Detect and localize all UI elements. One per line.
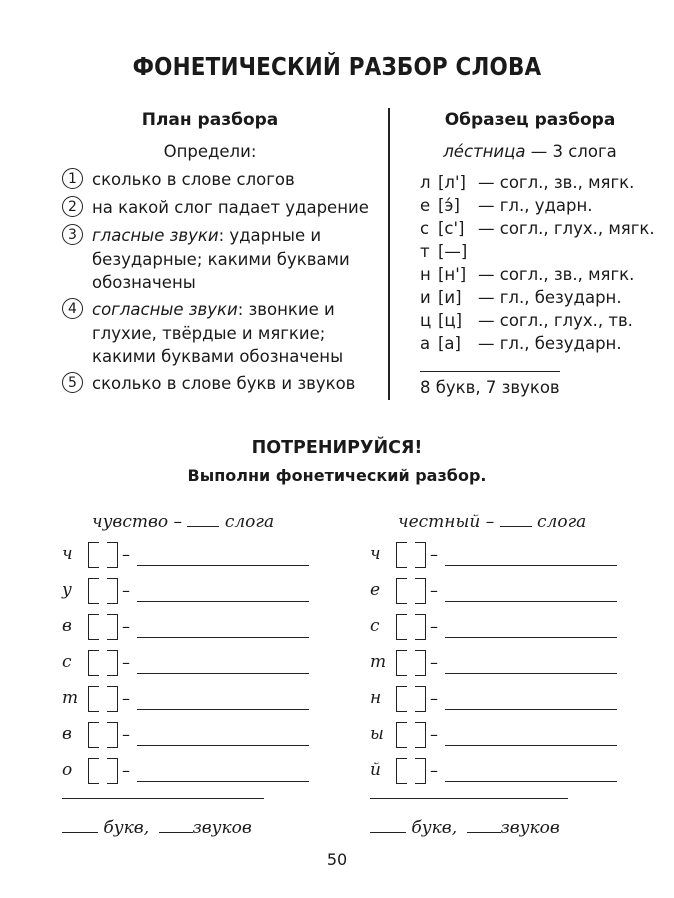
left-word-header: чувство – слога xyxy=(92,512,275,532)
sample-row: н [н'] — согл., зв., мягк. xyxy=(420,265,635,284)
sample-heading: Образец разбора xyxy=(444,110,616,130)
sounds-blank[interactable] xyxy=(467,832,501,833)
plan-heading: План разбора xyxy=(141,110,279,130)
column-divider xyxy=(388,108,390,400)
answer-line[interactable] xyxy=(137,709,309,710)
right-word: честный xyxy=(398,512,481,532)
answer-line[interactable] xyxy=(445,781,617,782)
number-circle-icon: 2 xyxy=(62,196,83,217)
syllable-blank[interactable] xyxy=(187,526,219,527)
syllable-blank[interactable] xyxy=(500,526,532,527)
left-word: чувство xyxy=(92,512,169,532)
answer-line[interactable] xyxy=(445,745,617,746)
answer-line[interactable] xyxy=(137,601,309,602)
answer-line[interactable] xyxy=(445,637,617,638)
sample-row: ц [ц] — согл., глух., тв. xyxy=(420,311,633,330)
answer-line[interactable] xyxy=(445,709,617,710)
sample-underline xyxy=(420,371,560,372)
sounds-blank[interactable] xyxy=(159,832,193,833)
sample-total: 8 букв, 7 звуков xyxy=(420,378,560,397)
plan-item-4: 4 согласные звуки: звонкие и глухие, твёрдые и мягкие; какими буквами обозначены xyxy=(62,298,372,369)
answer-line[interactable] xyxy=(137,745,309,746)
number-circle-icon: 1 xyxy=(62,168,83,189)
plan-item-3: 3 гласные звуки: ударные и безударные; какими буквами обозначены xyxy=(62,224,372,295)
answer-line[interactable] xyxy=(445,565,617,566)
letters-blank[interactable] xyxy=(370,832,406,833)
plan-item-5: 5 сколько в слове букв и звуков xyxy=(62,372,372,396)
sample-row: е [э́] — гл., ударн. xyxy=(420,196,593,215)
right-totals: букв, звуков xyxy=(370,818,560,838)
sample-word-line xyxy=(420,140,640,163)
answer-line[interactable] xyxy=(137,781,309,782)
page-title: ФОНЕТИЧЕСКИЙ РАЗБОР СЛОВА xyxy=(132,52,542,81)
plan-item-1: 1 сколько в слове слогов xyxy=(62,168,372,192)
sample-word: ле́стница xyxy=(443,142,526,161)
sample-row: и [и] — гл., безударн. xyxy=(420,288,622,307)
number-circle-icon: 4 xyxy=(62,298,83,319)
number-circle-icon: 5 xyxy=(62,372,83,393)
training-subtitle: Выполни фонетический разбор. xyxy=(187,466,487,485)
letters-blank[interactable] xyxy=(62,832,98,833)
answer-line[interactable] xyxy=(137,673,309,674)
right-summary-line[interactable] xyxy=(370,798,568,799)
answer-line[interactable] xyxy=(137,637,309,638)
answer-line[interactable] xyxy=(445,601,617,602)
plan-item-2: 2 на какой слог падает ударение xyxy=(62,196,372,220)
training-title: ПОТРЕНИРУЙСЯ! xyxy=(251,438,423,458)
sample-row: а [а] — гл., безударн. xyxy=(420,334,622,353)
answer-line[interactable] xyxy=(137,565,309,566)
plan-intro: Определи: xyxy=(163,142,257,161)
page-number: 50 xyxy=(326,850,348,869)
sample-row: л [л'] — согл., зв., мягк. xyxy=(420,173,635,192)
sample-syllables: — 3 слога xyxy=(530,142,617,161)
right-word-header: честный – слога xyxy=(398,512,587,532)
number-circle-icon: 3 xyxy=(62,224,83,245)
answer-line[interactable] xyxy=(445,673,617,674)
sample-row: т [—] xyxy=(420,242,468,261)
left-summary-line[interactable] xyxy=(62,798,264,799)
left-totals: букв, звуков xyxy=(62,818,252,838)
sample-row: с [с'] — согл., глух., мягк. xyxy=(420,219,655,238)
